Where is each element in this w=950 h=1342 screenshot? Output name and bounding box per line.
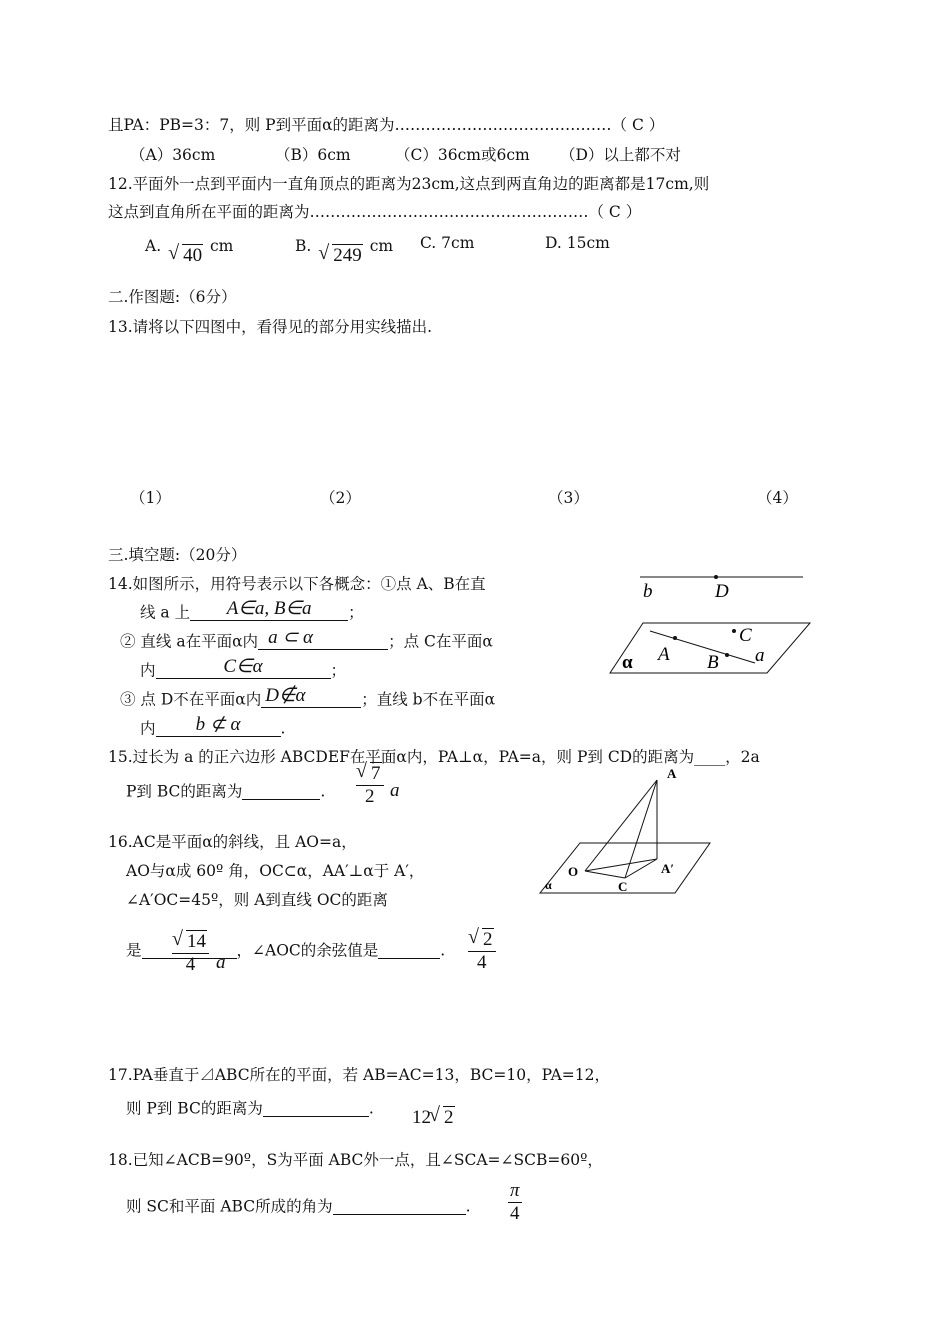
q12-line2: 这点到直角所在平面的距离为………………………………………………（ C ）	[108, 203, 642, 221]
q16-line1: 16.AC是平面α的斜线，且 AO=a，	[108, 833, 357, 851]
segment-OC	[585, 871, 625, 878]
q14-answer-3: C∈α	[223, 656, 263, 677]
q15-answer-var: a	[390, 780, 400, 801]
label-alpha: α	[622, 652, 633, 673]
q15-line1: 15.过长为 a 的正六边形 ABCDEF在平面α内，PA⊥α，PA=a，则 P到 CD的距离为____，2a	[108, 748, 760, 766]
q14-answer-2: a ⊂ α	[268, 627, 313, 648]
q16-answer-2: √ 2 4	[468, 929, 496, 974]
label-A: A	[667, 766, 677, 781]
label-C: C	[618, 879, 628, 894]
label-b: b	[643, 581, 653, 602]
label-a: a	[755, 645, 765, 666]
q17-answer: 12√ 2	[412, 1108, 455, 1127]
label-alpha: α	[545, 878, 552, 892]
label-C: C	[739, 625, 752, 646]
q12-option-a: A. √ 40 cm	[145, 236, 227, 255]
point-B	[725, 653, 729, 657]
q14-answer-4: D∉α	[265, 685, 306, 706]
q15-answer: √ 7 2	[356, 763, 384, 808]
label-A1: A′	[661, 861, 675, 876]
point-C	[732, 629, 736, 633]
q14-figure	[605, 565, 820, 680]
q14-line5: ③ 点 D不在平面α内 D∉α ；直线 b不在平面α	[120, 685, 496, 709]
q11-option-c: （C）36cm或6cm	[395, 146, 530, 164]
q18-line1: 18.已知∠ACB=90º，S为平面 ABC外一点，且∠SCA=∠SCB=60º，	[108, 1151, 603, 1169]
q17-line1: 17.PA垂直于⊿ABC所在的平面，若 AB=AC=13，BC=10，PA=12，	[108, 1066, 611, 1084]
q15-line2: P到 BC的距离为 .	[126, 779, 325, 800]
q16-line4: 是 ，∠AOC的余弦值是 .	[126, 938, 445, 959]
q18-answer: π 4	[510, 1180, 520, 1224]
q14-line3: ② 直线 a在平面α内 a ⊂ α ；点 C在平面α	[120, 627, 493, 651]
label-A: A	[658, 644, 670, 665]
section2-heading: 二.作图题:（6分）	[108, 288, 237, 306]
q11-option-a: （A）36cm	[130, 146, 216, 164]
point-D	[714, 575, 718, 579]
q16-line3: ∠A′OC=45º，则 A到直线 OC的距离	[126, 891, 388, 909]
q14-line4: 内 C∈α ；	[140, 656, 347, 680]
q16-figure	[535, 765, 720, 900]
q13-text: 13.请将以下四图中，看得见的部分用实线描出.	[108, 318, 433, 336]
q16-answer-1-var: a	[216, 952, 226, 973]
q14-line2: 线 a 上 A∈a, B∈a ；	[140, 598, 364, 622]
q14-answer-1: A∈a, B∈a	[226, 598, 312, 619]
q11-continuation: 且PA：PB=3：7，则 P到平面α的距离为……………………………………（ C ）	[108, 116, 665, 134]
q18-line2: 则 SC和平面 ABC所成的角为 .	[126, 1194, 471, 1215]
label-D: D	[715, 581, 729, 602]
q11-option-d: （D）以上都不对	[560, 146, 681, 164]
label-O: O	[568, 864, 579, 879]
figure-label-3: （3）	[548, 489, 589, 507]
q17-line2: 则 P到 BC的距离为 .	[126, 1096, 374, 1117]
q16-answer-1: √ 14 4	[172, 931, 209, 976]
figure-label-2: （2）	[320, 489, 361, 507]
label-B: B	[707, 652, 719, 673]
point-A	[673, 636, 677, 640]
q12-line1: 12.平面外一点到平面内一直角顶点的距离为23cm,这点到两直角边的距离都是17cm,则	[108, 175, 710, 193]
q12-option-b: B. √ 249 cm	[295, 236, 387, 255]
q14-line1: 14.如图所示，用符号表示以下各概念：①点 A、B在直	[108, 575, 486, 593]
q12-option-c: C. 7cm	[420, 234, 475, 252]
q16-line2: AO与α成 60º 角，OC⊂α，AA′⊥α于 A′，	[126, 862, 425, 880]
section3-heading: 三.填空题:（20分）	[108, 546, 247, 564]
segment-AO	[585, 780, 657, 871]
q12-option-d: D. 15cm	[545, 234, 610, 252]
q11-option-b: （B）6cm	[275, 146, 351, 164]
q14-answer-5: b ⊄ α	[195, 714, 241, 735]
figure-label-4: （4）	[757, 489, 798, 507]
figure-label-1: （1）	[130, 489, 171, 507]
q14-line6: 内 b ⊄ α .	[140, 714, 286, 738]
